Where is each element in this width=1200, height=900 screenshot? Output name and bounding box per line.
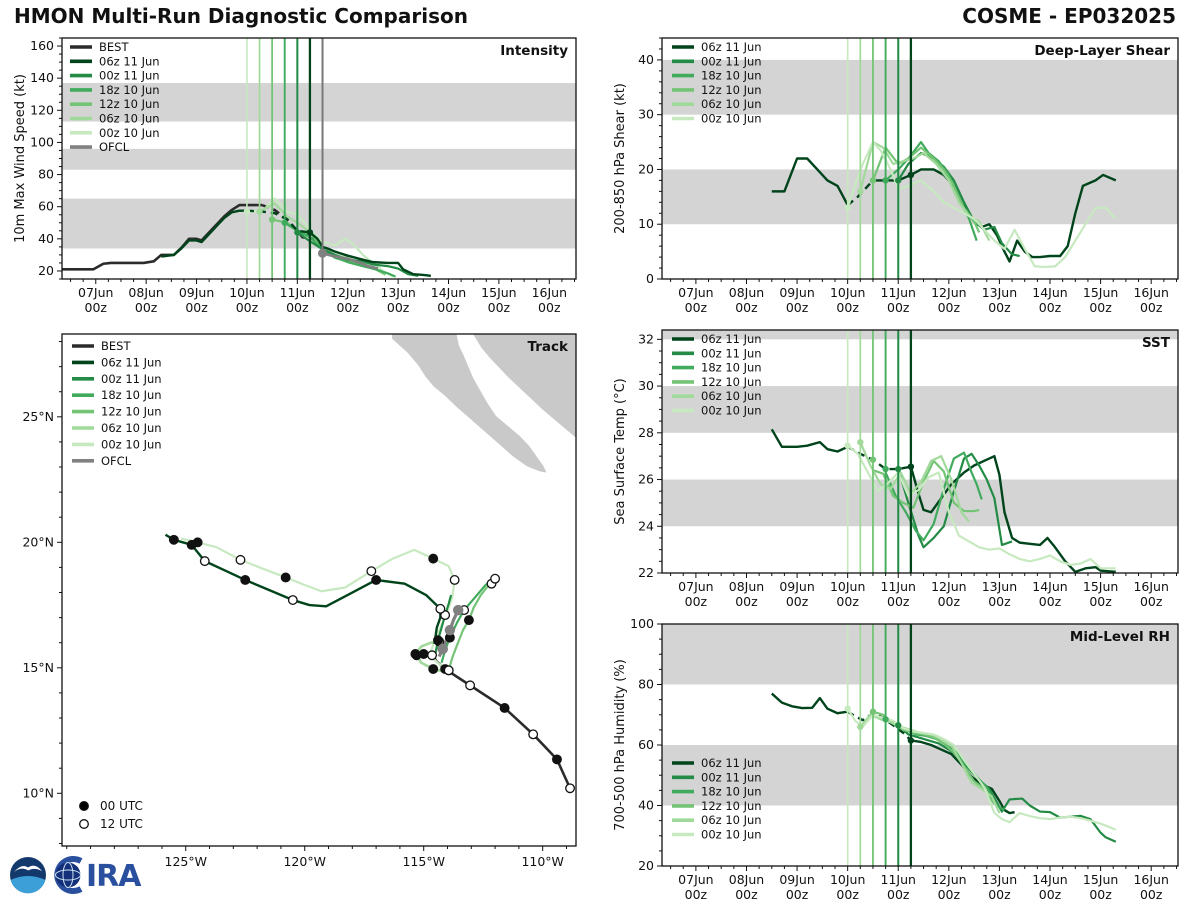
legend-label-00z10: 00z 10 Jun	[701, 827, 762, 842]
legend-label-18z10: 18z 10 Jun	[701, 360, 762, 375]
init-dot	[870, 456, 876, 462]
init-dot	[870, 709, 876, 715]
storm-title: COSME - EP032025	[962, 4, 1176, 28]
position-marker	[465, 616, 474, 625]
svg-text:13Jun: 13Jun	[981, 285, 1018, 300]
svg-text:16Jun: 16Jun	[1133, 872, 1169, 887]
legend-label-18z10: 18z 10 Jun	[701, 68, 762, 83]
svg-text:00z: 00z	[937, 300, 961, 315]
svg-text:15°N: 15°N	[22, 659, 54, 675]
svg-text:15Jun: 15Jun	[1082, 872, 1119, 887]
rh-ylabel: 700-500 hPa Humidity (%)	[613, 659, 628, 831]
legend-label-06z11: 06z 11 Jun	[101, 355, 162, 370]
noaa-logo	[10, 857, 46, 893]
intensity-corner-label: Intensity	[500, 43, 568, 59]
svg-text:16Jun: 16Jun	[1133, 285, 1169, 300]
svg-text:10°N: 10°N	[22, 785, 54, 801]
init-dot	[857, 188, 863, 194]
position-marker	[429, 665, 438, 674]
svg-text:00z: 00z	[684, 300, 708, 315]
legend-label-06z11: 06z 11 Jun	[99, 54, 160, 69]
svg-text:00z: 00z	[336, 300, 359, 315]
svg-text:160: 160	[30, 38, 54, 54]
legend-label-00z10: 00z 10 Jun	[701, 111, 762, 126]
intensity-ylabel: 10m Max Wind Speed (kt)	[13, 74, 28, 243]
init-dot	[895, 722, 901, 728]
svg-text:10Jun: 10Jun	[829, 872, 866, 887]
svg-text:20: 20	[638, 161, 654, 177]
position-marker	[529, 730, 538, 739]
svg-text:08Jun: 08Jun	[728, 579, 765, 594]
svg-text:00z: 00z	[785, 594, 809, 609]
init-dot	[318, 249, 327, 258]
svg-text:12Jun: 12Jun	[931, 579, 967, 594]
svg-text:60: 60	[638, 737, 654, 752]
svg-text:00z: 00z	[1089, 594, 1112, 609]
svg-text:07Jun: 07Jun	[678, 579, 714, 594]
footer-logos	[8, 852, 168, 898]
svg-text:00z: 00z	[684, 887, 708, 900]
init-dot	[882, 177, 888, 183]
svg-text:13Jun: 13Jun	[981, 872, 1018, 887]
sst-corner-label: SST	[1141, 335, 1170, 351]
svg-text:00z: 00z	[887, 594, 910, 609]
svg-text:10Jun: 10Jun	[229, 285, 265, 300]
svg-text:28: 28	[638, 424, 654, 440]
svg-text:00z: 00z	[1139, 887, 1163, 900]
init-dot	[908, 463, 914, 469]
svg-text:00z: 00z	[735, 594, 758, 609]
init-dot	[282, 220, 288, 226]
svg-text:115°W: 115°W	[402, 854, 445, 869]
svg-text:00z: 00z	[836, 887, 859, 900]
shear-corner-label: Deep-Layer Shear	[1034, 43, 1170, 59]
legend-label-00z10: 00z 10 Jun	[701, 403, 762, 418]
svg-text:09Jun: 09Jun	[779, 285, 815, 300]
page-title: HMON Multi-Run Diagnostic Comparison	[14, 4, 468, 28]
svg-text:15Jun: 15Jun	[1082, 579, 1119, 594]
svg-text:80: 80	[38, 166, 54, 182]
svg-text:0: 0	[646, 271, 654, 286]
svg-text:16Jun: 16Jun	[1133, 579, 1169, 594]
svg-text:25°N: 25°N	[22, 408, 54, 424]
position-marker	[187, 541, 196, 550]
svg-text:120°W: 120°W	[283, 854, 326, 869]
svg-text:26: 26	[638, 471, 654, 487]
svg-text:12Jun: 12Jun	[931, 285, 967, 300]
svg-text:16Jun: 16Jun	[531, 285, 568, 300]
svg-text:10Jun: 10Jun	[829, 579, 866, 594]
rh-corner-label: Mid-Level RH	[1069, 629, 1170, 645]
init-dot	[269, 216, 275, 222]
legend-label-06z11: 06z 11 Jun	[701, 332, 762, 346]
legend-label-00z11: 00z 11 Jun	[99, 68, 160, 83]
legend-label-00z10: 00z 10 Jun	[101, 437, 162, 452]
position-marker	[170, 536, 179, 545]
svg-text:00z: 00z	[937, 887, 961, 900]
position-marker	[444, 666, 453, 675]
position-marker	[200, 557, 209, 566]
svg-text:120: 120	[30, 102, 54, 118]
svg-text:20°N: 20°N	[22, 534, 54, 550]
svg-text:08Jun: 08Jun	[728, 285, 765, 300]
shear-panel	[613, 38, 1178, 315]
legend-label-12z10: 12z 10 Jun	[99, 97, 160, 112]
legend-label-ofcl: OFCL	[99, 140, 130, 155]
legend-label-00z11: 00z 11 Jun	[101, 371, 162, 386]
svg-text:24: 24	[638, 518, 654, 534]
legend-label-06z10: 06z 10 Jun	[701, 97, 762, 112]
legend-label-00z11: 00z 11 Jun	[701, 346, 762, 361]
position-marker	[436, 605, 445, 614]
svg-text:14Jun: 14Jun	[430, 285, 467, 300]
legend-label-06z10: 06z 10 Jun	[701, 389, 762, 404]
init-dot	[844, 442, 850, 448]
init-dot	[244, 208, 250, 214]
svg-text:07Jun: 07Jun	[78, 285, 114, 300]
svg-text:15Jun: 15Jun	[481, 285, 517, 300]
position-marker	[566, 784, 575, 793]
svg-text:00z: 00z	[487, 300, 511, 315]
svg-text:00z: 00z	[1139, 300, 1163, 315]
svg-text:00z: 00z	[735, 300, 758, 315]
svg-text:14Jun: 14Jun	[1032, 579, 1068, 594]
svg-text:00z: 00z	[1038, 300, 1062, 315]
svg-text:07Jun: 07Jun	[678, 872, 714, 887]
sst-ylabel: Sea Surface Temp (°C)	[613, 378, 628, 525]
svg-text:11Jun: 11Jun	[880, 285, 916, 300]
init-dot	[882, 466, 888, 472]
legend-label-06z10: 06z 10 Jun	[99, 111, 160, 126]
svg-text:08Jun: 08Jun	[728, 872, 765, 887]
legend-label-18z10: 18z 10 Jun	[701, 784, 762, 799]
svg-text:12Jun: 12Jun	[330, 285, 366, 300]
svg-text:11Jun: 11Jun	[880, 579, 916, 594]
position-marker	[372, 576, 381, 585]
init-dot	[294, 229, 300, 235]
svg-text:15Jun: 15Jun	[1082, 285, 1119, 300]
init-dot	[870, 177, 876, 183]
svg-text:80: 80	[638, 676, 654, 692]
position-marker	[281, 573, 290, 582]
init-dot	[256, 208, 262, 214]
svg-text:00z: 00z	[988, 887, 1011, 900]
legend-label-18z10: 18z 10 Jun	[101, 388, 162, 403]
svg-text:00z: 00z	[887, 300, 910, 315]
legend-label-06z10: 06z 10 Jun	[701, 813, 762, 828]
svg-text:13Jun: 13Jun	[981, 579, 1018, 594]
svg-text:00z: 00z	[735, 887, 758, 900]
init-dot	[844, 205, 850, 211]
track-corner-label: Track	[527, 339, 568, 355]
legend-label-best: BEST	[101, 339, 131, 353]
svg-text:60: 60	[38, 198, 54, 214]
svg-text:14Jun: 14Jun	[1032, 285, 1068, 300]
cira-logo	[56, 859, 143, 894]
position-marker	[500, 704, 509, 713]
utc-legend-label: 12 UTC	[100, 817, 143, 831]
svg-text:00z: 00z	[836, 300, 859, 315]
legend-label-06z10: 06z 10 Jun	[101, 421, 162, 435]
svg-text:00z: 00z	[1089, 300, 1112, 315]
init-dot	[895, 177, 901, 183]
legend-label-12z10: 12z 10 Jun	[101, 404, 162, 419]
svg-text:00z: 00z	[887, 887, 910, 900]
svg-text:100: 100	[30, 134, 54, 150]
init-dot	[857, 724, 863, 730]
svg-text:00z: 00z	[134, 300, 158, 315]
svg-text:07Jun: 07Jun	[678, 285, 714, 300]
svg-text:00z: 00z	[785, 300, 809, 315]
shear-ylabel: 200-850 hPa Shear (kt)	[613, 83, 628, 234]
init-dot	[882, 716, 888, 722]
svg-text:09Jun: 09Jun	[779, 579, 815, 594]
svg-text:00z: 00z	[84, 300, 107, 315]
svg-text:20: 20	[638, 858, 654, 873]
utc-legend-label: 00 UTC	[100, 799, 143, 813]
position-marker	[466, 681, 475, 690]
svg-text:100: 100	[630, 616, 654, 631]
svg-text:00z: 00z	[1038, 594, 1062, 609]
init-dot	[844, 706, 850, 712]
legend-label-12z10: 12z 10 Jun	[701, 82, 762, 97]
svg-text:00z: 00z	[235, 300, 259, 315]
legend-label-best: BEST	[99, 40, 129, 54]
category-band	[62, 149, 576, 170]
position-marker	[454, 605, 463, 614]
rh-panel	[613, 616, 1178, 900]
svg-text:09Jun: 09Jun	[178, 285, 215, 300]
position-marker	[553, 755, 562, 764]
svg-text:00z: 00z	[937, 594, 961, 609]
svg-text:40: 40	[38, 230, 54, 246]
utc-legend-marker	[80, 802, 89, 811]
init-dot	[895, 466, 901, 472]
svg-text:14Jun: 14Jun	[1032, 872, 1068, 887]
svg-text:00z: 00z	[1089, 887, 1112, 900]
svg-text:22: 22	[638, 565, 654, 580]
svg-text:IRA: IRA	[86, 859, 141, 894]
legend-label-00z11: 00z 11 Jun	[701, 770, 762, 785]
svg-text:00z: 00z	[386, 300, 410, 315]
svg-text:20: 20	[38, 262, 54, 278]
position-marker	[411, 650, 420, 659]
legend-label-06z11: 06z 11 Jun	[701, 40, 762, 54]
svg-text:12Jun: 12Jun	[931, 872, 967, 887]
svg-text:30: 30	[638, 378, 654, 394]
position-marker	[429, 554, 438, 563]
init-dot	[857, 439, 863, 445]
position-marker	[438, 644, 447, 653]
legend-label-06z11: 06z 11 Jun	[701, 756, 762, 770]
position-marker	[434, 636, 443, 645]
svg-text:00z: 00z	[988, 594, 1011, 609]
svg-text:40: 40	[638, 797, 654, 813]
svg-text:00z: 00z	[185, 300, 208, 315]
svg-text:00z: 00z	[1038, 887, 1062, 900]
legend-label-ofcl: OFCL	[101, 453, 132, 468]
svg-text:08Jun: 08Jun	[128, 285, 164, 300]
init-dot	[908, 737, 914, 743]
position-marker	[450, 576, 459, 585]
position-marker	[236, 556, 245, 565]
svg-text:09Jun: 09Jun	[779, 872, 815, 887]
svg-text:00z: 00z	[286, 300, 309, 315]
svg-text:00z: 00z	[1139, 594, 1163, 609]
svg-text:00z: 00z	[836, 594, 859, 609]
svg-text:10Jun: 10Jun	[829, 285, 866, 300]
svg-text:30: 30	[638, 106, 654, 122]
legend-label-00z11: 00z 11 Jun	[701, 54, 762, 69]
svg-text:00z: 00z	[988, 300, 1011, 315]
position-marker	[289, 596, 298, 605]
intensity-panel	[13, 38, 576, 315]
svg-text:13Jun: 13Jun	[380, 285, 416, 300]
track-panel	[22, 334, 583, 869]
svg-text:10: 10	[638, 216, 654, 232]
svg-text:140: 140	[30, 70, 54, 86]
svg-text:110°W: 110°W	[521, 854, 564, 869]
svg-text:40: 40	[638, 51, 654, 67]
position-marker	[491, 574, 500, 583]
position-marker	[367, 567, 376, 576]
legend-label-12z10: 12z 10 Jun	[701, 374, 762, 389]
svg-text:11Jun: 11Jun	[279, 285, 316, 300]
svg-text:00z: 00z	[684, 594, 708, 609]
legend-label-00z10: 00z 10 Jun	[99, 125, 160, 140]
position-marker	[241, 576, 250, 585]
svg-text:32: 32	[638, 331, 654, 347]
svg-text:00z: 00z	[785, 887, 809, 900]
utc-legend-marker	[80, 820, 89, 829]
svg-text:00z: 00z	[437, 300, 460, 315]
legend-label-18z10: 18z 10 Jun	[99, 82, 160, 97]
init-dot	[307, 229, 313, 235]
sst-panel	[613, 330, 1178, 609]
svg-text:00z: 00z	[538, 300, 561, 315]
position-marker	[428, 651, 437, 660]
legend-label-12z10: 12z 10 Jun	[701, 798, 762, 813]
position-marker	[445, 626, 454, 635]
svg-text:125°W: 125°W	[164, 854, 207, 869]
init-dot	[908, 172, 914, 178]
svg-text:11Jun: 11Jun	[880, 872, 916, 887]
